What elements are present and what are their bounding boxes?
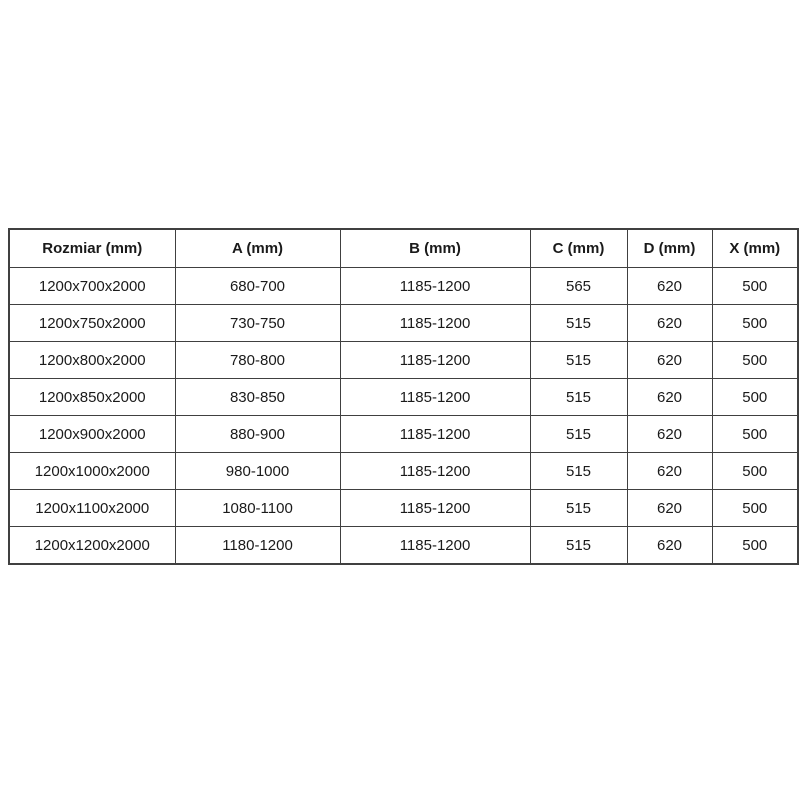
table-row [9,342,798,379]
table-cell: 880-900 [175,416,340,453]
table-cell: 500 [712,379,798,416]
table-cell: 500 [712,490,798,527]
header-row [9,229,798,268]
table-cell: 1200x1000x2000 [9,453,175,490]
table-cell: 565 [530,268,627,305]
table-cell: 1185-1200 [340,490,530,527]
table-cell: 500 [712,453,798,490]
dimensions-table-container [8,228,797,565]
header-cell-rozmiar: Rozmiar (mm) [9,229,175,268]
table-row [9,305,798,342]
table-cell: 1080-1100 [175,490,340,527]
table-cell: 1185-1200 [340,527,530,565]
table-row [9,453,798,490]
table-row [9,416,798,453]
table-cell: 830-850 [175,379,340,416]
table-cell: 620 [627,416,712,453]
table-row [9,527,798,565]
table-cell: 980-1000 [175,453,340,490]
table-cell: 1180-1200 [175,527,340,565]
table-cell: 1200x1100x2000 [9,490,175,527]
table-cell: 1185-1200 [340,268,530,305]
table-cell: 1200x850x2000 [9,379,175,416]
table-cell: 620 [627,305,712,342]
header-cell-c: C (mm) [530,229,627,268]
table-row [9,379,798,416]
table-cell: 515 [530,490,627,527]
dimensions-table [8,228,799,565]
table-cell: 1185-1200 [340,453,530,490]
table-cell: 680-700 [175,268,340,305]
table-cell: 500 [712,527,798,565]
table-cell: 780-800 [175,342,340,379]
table-cell: 1200x700x2000 [9,268,175,305]
table-cell: 1185-1200 [340,305,530,342]
table-body [9,268,798,565]
table-cell: 1200x800x2000 [9,342,175,379]
header-cell-a: A (mm) [175,229,340,268]
table-cell: 1185-1200 [340,416,530,453]
table-cell: 620 [627,453,712,490]
table-row [9,490,798,527]
table-cell: 515 [530,305,627,342]
table-cell: 1185-1200 [340,342,530,379]
table-cell: 500 [712,342,798,379]
table-header [9,229,798,268]
table-cell: 620 [627,527,712,565]
table-cell: 515 [530,416,627,453]
table-cell: 620 [627,268,712,305]
header-cell-d: D (mm) [627,229,712,268]
table-row [9,268,798,305]
header-cell-b: B (mm) [340,229,530,268]
table-cell: 500 [712,416,798,453]
table-cell: 730-750 [175,305,340,342]
header-cell-x: X (mm) [712,229,798,268]
table-cell: 515 [530,527,627,565]
table-cell: 1200x1200x2000 [9,527,175,565]
table-cell: 1200x750x2000 [9,305,175,342]
table-cell: 500 [712,268,798,305]
table-cell: 515 [530,379,627,416]
table-cell: 620 [627,490,712,527]
table-cell: 515 [530,342,627,379]
table-cell: 620 [627,342,712,379]
table-cell: 500 [712,305,798,342]
table-cell: 620 [627,379,712,416]
table-cell: 1185-1200 [340,379,530,416]
table-cell: 1200x900x2000 [9,416,175,453]
table-cell: 515 [530,453,627,490]
